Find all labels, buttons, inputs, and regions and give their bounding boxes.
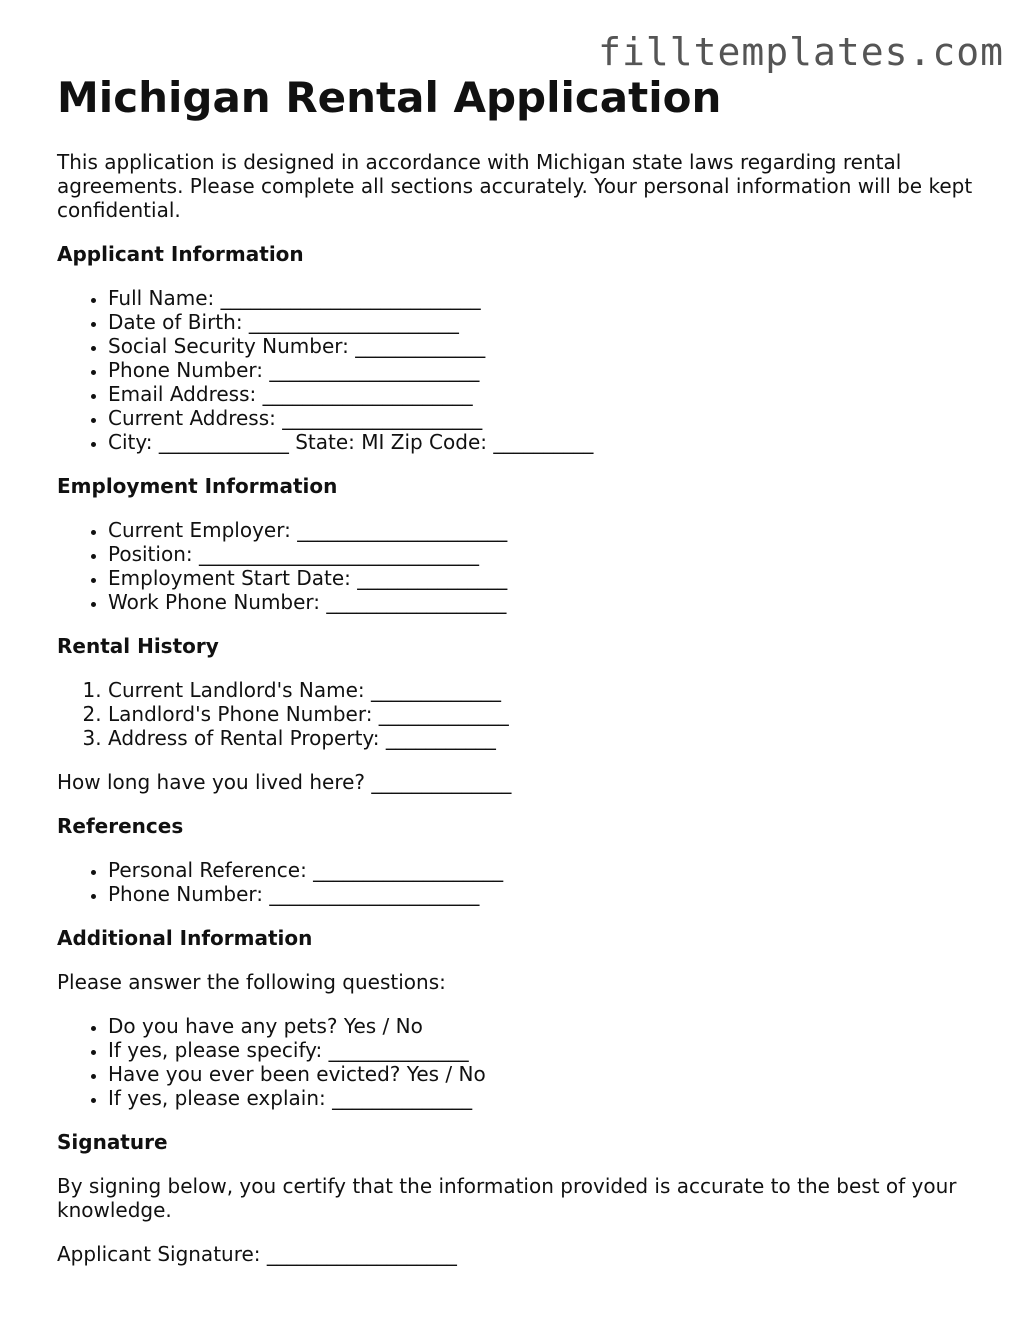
field-reference-phone[interactable]: • Phone Number: _____________________	[108, 882, 987, 906]
section-heading-additional: Additional Information	[57, 926, 313, 950]
additional-prompt: Please answer the following questions:	[57, 970, 446, 994]
field-work-phone[interactable]: • Work Phone Number: __________________	[108, 590, 987, 614]
field-phone[interactable]: • Phone Number: _____________________	[108, 358, 987, 382]
signature-statement: By signing below, you certify that the information provided is accurate to the best of your knowledge.	[57, 1174, 957, 1222]
field-rental-address[interactable]: 3. Address of Rental Property: ___________	[108, 726, 987, 750]
field-ssn[interactable]: • Social Security Number: _____________	[108, 334, 987, 358]
field-duration[interactable]: How long have you lived here? ______________	[57, 770, 512, 794]
section-heading-applicant: Applicant Information	[57, 242, 304, 266]
additional-list	[57, 1014, 987, 1110]
employment-list	[57, 518, 987, 614]
rental-history-list	[57, 678, 987, 750]
watermark: filltemplates.com	[598, 30, 1004, 74]
field-employment-start[interactable]: • Employment Start Date: _______________	[108, 566, 987, 590]
field-landlord-name[interactable]: 1. Current Landlord's Name: _____________	[108, 678, 987, 702]
field-applicant-signature[interactable]: Applicant Signature: ___________________	[57, 1242, 457, 1266]
field-email[interactable]: • Email Address: _____________________	[108, 382, 987, 406]
section-heading-employment: Employment Information	[57, 474, 338, 498]
field-evicted-explain[interactable]: • If yes, please explain: ______________	[108, 1086, 987, 1110]
field-landlord-phone[interactable]: 2. Landlord's Phone Number: _____________	[108, 702, 987, 726]
applicant-list	[57, 286, 987, 454]
document-page	[57, 72, 987, 1266]
field-full-name[interactable]: • Full Name: __________________________	[108, 286, 987, 310]
field-evicted[interactable]: • Have you ever been evicted? Yes / No	[108, 1062, 987, 1086]
field-pets[interactable]: • Do you have any pets? Yes / No	[108, 1014, 987, 1038]
field-current-employer[interactable]: • Current Employer: _____________________	[108, 518, 987, 542]
section-heading-signature: Signature	[57, 1130, 168, 1154]
field-position[interactable]: • Position: ____________________________	[108, 542, 987, 566]
section-heading-references: References	[57, 814, 184, 838]
field-personal-reference[interactable]: • Personal Reference: ___________________	[108, 858, 987, 882]
field-current-address[interactable]: • Current Address: ____________________	[108, 406, 987, 430]
field-date-of-birth[interactable]: • Date of Birth: _____________________	[108, 310, 987, 334]
page-title: Michigan Rental Application	[57, 73, 722, 122]
field-city-state-zip[interactable]: • City: _____________ State: MI Zip Code: __________	[108, 430, 987, 454]
section-heading-rental-history: Rental History	[57, 634, 219, 658]
references-list	[57, 858, 987, 906]
field-pets-specify[interactable]: • If yes, please specify: ______________	[108, 1038, 987, 1062]
intro-paragraph: This application is designed in accordance with Michigan state laws regarding rental agreements. Please complete all sections accurately. Your personal information will be kept confidential.	[57, 150, 973, 222]
